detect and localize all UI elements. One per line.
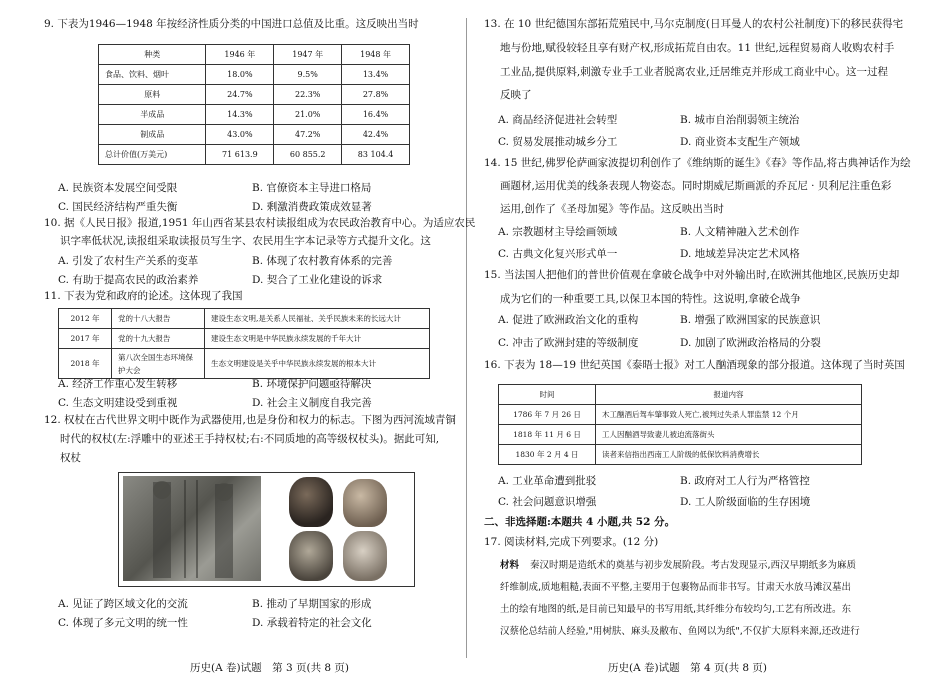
- table-cell: 13.4%: [342, 65, 410, 85]
- q16-option-a[interactable]: A. 工业革命遭到批驳: [498, 475, 597, 487]
- material-label: 材料: [500, 560, 520, 571]
- table-cell: 党的十九大报告: [112, 329, 205, 349]
- table-cell: 党的十八大报告: [112, 309, 205, 329]
- q16-table: [498, 384, 862, 465]
- page-footer: 历史(A 卷)试题 第 3 页(共 8 页): [190, 662, 350, 674]
- table-cell: 18.0%: [206, 65, 274, 85]
- table-header-cell: 1947 年: [274, 45, 342, 65]
- table-row: [59, 329, 430, 349]
- page-footer: 历史(A 卷)试题 第 4 页(共 8 页): [608, 662, 768, 674]
- q14-option-b[interactable]: B. 人文精神融入艺术创作: [680, 226, 800, 238]
- table-row: [59, 309, 430, 329]
- q10-stem-line: 识字率低状况,读报组采取读报员写生字、农民用生字本记录等方式提升文化。这: [60, 235, 431, 247]
- q11-stem: 11. 下表为党和政府的论述。这体现了我国: [44, 290, 243, 302]
- table-row: [99, 85, 410, 105]
- q11-option-a[interactable]: A. 经济工作重心发生转移: [58, 378, 178, 390]
- scepter-head-image: [343, 531, 387, 581]
- q9-option-c[interactable]: C. 国民经济结构严重失衡: [58, 201, 178, 213]
- q12-stem-line: 权杖: [60, 452, 81, 464]
- q13-stem-line: 地与份地,赋役较轻且享有财产权,形成拓荒自由农。11 世纪,远程贸易商人收购农村手: [500, 42, 895, 54]
- q10-option-a[interactable]: A. 引发了农村生产关系的变革: [58, 255, 199, 267]
- q13-option-c[interactable]: C. 贸易发展推动城乡分工: [498, 136, 618, 148]
- q17-stem: 17. 阅读材料,完成下列要求。(12 分): [484, 536, 659, 548]
- q12-stem-line: 12. 权杖在古代世界文明中既作为武器使用,也是身份和权力的标志。下图为西河流域青铜: [44, 414, 456, 426]
- table-cell: 9.5%: [274, 65, 342, 85]
- table-row: [499, 405, 862, 425]
- table-cell: 建设生态文明是中华民族永续发展的千年大计: [205, 329, 430, 349]
- table-header-cell: 时间: [499, 385, 596, 405]
- table-cell: 14.3%: [206, 105, 274, 125]
- scepter-figure: [118, 472, 415, 587]
- material-line: 土的绘有地图的纸,是目前已知最早的书写用纸,其纤维分布较均匀,工艺有所改进。东: [500, 604, 852, 615]
- q16-option-b[interactable]: B. 政府对工人行为严格管控: [680, 475, 810, 487]
- table-cell: 16.4%: [342, 105, 410, 125]
- q15-option-c[interactable]: C. 冲击了欧洲封建的等级制度: [498, 337, 639, 349]
- table-cell: 83 104.4: [342, 145, 410, 165]
- table-cell: 原料: [99, 85, 206, 105]
- table-cell: 43.0%: [206, 125, 274, 145]
- q12-stem-line: 时代的权杖(左:浮雕中的亚述王手持权杖;右:不同质地的高等级权杖头)。据此可知,: [60, 433, 440, 445]
- q9-option-a[interactable]: A. 民族资本发展空间受限: [58, 182, 178, 194]
- table-cell: 22.3%: [274, 85, 342, 105]
- q11-table: [58, 308, 430, 379]
- q10-option-b[interactable]: B. 体现了农村教育体系的完善: [252, 255, 393, 267]
- table-cell: 27.8%: [342, 85, 410, 105]
- q16-option-d[interactable]: D. 工人阶级面临的生存困境: [680, 496, 811, 508]
- table-cell: 食品、饮料、烟叶: [99, 65, 206, 85]
- q13-stem-line: 工业品,提供原料,刺激专业手工业者脱离农业,迁居维克并形成工商业中心。这一过程: [500, 66, 889, 78]
- material-line: 汉蔡伦总结前人经验,"用树肤、麻头及敝布、鱼网以为纸",不仅扩大原料来源,还改进行: [500, 626, 860, 637]
- q15-option-d[interactable]: D. 加剧了欧洲政治格局的分裂: [680, 337, 821, 349]
- table-cell: 2017 年: [59, 329, 112, 349]
- table-cell: 第八次全国生态环境保护大会: [112, 349, 205, 379]
- table-row: [99, 105, 410, 125]
- table-cell: 总计价值(万美元): [99, 145, 206, 165]
- q9-option-b[interactable]: B. 官僚资本主导进口格局: [252, 182, 372, 194]
- q10-option-d[interactable]: D. 契合了工业化建设的诉求: [252, 274, 383, 286]
- q12-option-d[interactable]: D. 承载着特定的社会文化: [252, 617, 372, 629]
- table-header-cell: 报道内容: [596, 385, 862, 405]
- q14-stem-line: 运用,创作了《圣母加冕》等作品。这反映出当时: [500, 203, 724, 215]
- q13-option-a[interactable]: A. 商品经济促进社会转型: [498, 114, 618, 126]
- table-cell: 读者来信指出西南工人阶级的低保饮料消费增长: [596, 445, 862, 465]
- q14-option-a[interactable]: A. 宗教题材主导绘画领域: [498, 226, 618, 238]
- scepter-head-image: [289, 531, 333, 581]
- table-cell: 1786 年 7 月 26 日: [499, 405, 596, 425]
- table-cell: 生态文明建设是关乎中华民族永续发展的根本大计: [205, 349, 430, 379]
- table-header-cell: 1946 年: [206, 45, 274, 65]
- table-cell: 42.4%: [342, 125, 410, 145]
- table-cell: 2012 年: [59, 309, 112, 329]
- q15-option-a[interactable]: A. 促进了欧洲政治文化的重构: [498, 314, 639, 326]
- q14-option-d[interactable]: D. 地域差异决定艺术风格: [680, 248, 800, 260]
- q11-option-c[interactable]: C. 生态文明建设受到重视: [58, 397, 178, 409]
- table-header-row: [499, 385, 862, 405]
- table-header-row: [99, 45, 410, 65]
- q14-option-c[interactable]: C. 古典文化复兴形式单一: [498, 248, 618, 260]
- table-cell: 47.2%: [274, 125, 342, 145]
- q9-option-d[interactable]: D. 剩激消费政策成效显著: [252, 201, 372, 213]
- table-cell: 60 855.2: [274, 145, 342, 165]
- table-row: [499, 445, 862, 465]
- q9-stem: 9. 下表为1946—1948 年按经济性质分类的中国进口总值及比重。这反映出当时: [44, 18, 419, 30]
- q15-stem-line: 成为它们的一种重要工具,以保卫本国的特性。这说明,拿破仑战争: [500, 293, 801, 305]
- material-line: 纤维制成,质地粗糙,表面不平整,主要用于包裹物品而非书写。甘肃天水放马滩汉墓出: [500, 582, 852, 593]
- q11-option-b[interactable]: B. 环境保护问题亟待解决: [252, 378, 372, 390]
- table-cell: 制成品: [99, 125, 206, 145]
- scepter-head-image: [289, 477, 333, 527]
- q13-stem-line: 13. 在 10 世纪德国东部拓荒殖民中,马尔克制度(日耳曼人的农村公社制度)下的移民获得宅: [484, 18, 904, 30]
- scepter-head-image: [343, 479, 387, 527]
- table-row: [99, 65, 410, 85]
- q13-option-b[interactable]: B. 城市自治削弱领主统治: [680, 114, 800, 126]
- q9-table: [98, 44, 410, 165]
- page-divider: [466, 18, 467, 658]
- q15-stem-line: 15. 当法国人把他们的普世价值观在拿破仑战争中对外输出时,在欧洲其他地区,民族历史却: [484, 269, 900, 281]
- q12-option-c[interactable]: C. 体现了多元文明的统一性: [58, 617, 188, 629]
- table-row: [99, 125, 410, 145]
- q14-stem-line: 画题材,运用优美的线条表现人物姿态。同时期威尼斯画派的乔瓦尼 · 贝利尼注重色彩: [500, 180, 892, 192]
- table-cell: 21.0%: [274, 105, 342, 125]
- q13-option-d[interactable]: D. 商业资本支配生产领域: [680, 136, 800, 148]
- table-row: [59, 349, 430, 379]
- table-cell: 半成品: [99, 105, 206, 125]
- q16-stem: 16. 下表为 18—19 世纪英国《泰晤士报》对工人酗酒现象的部分报道。这体现了当时英国: [484, 359, 905, 371]
- table-cell: 木工酗酒后驾车肇事致人死亡,被判过失杀人罪监禁 12 个月: [596, 405, 862, 425]
- table-header-cell: 种类: [99, 45, 206, 65]
- q10-option-c[interactable]: C. 有助于提高农民的政治素养: [58, 274, 199, 286]
- q12-option-b[interactable]: B. 推动了早期国家的形成: [252, 598, 372, 610]
- table-row: [99, 145, 410, 165]
- q11-option-d[interactable]: D. 社会主义制度自我完善: [252, 397, 372, 409]
- table-header-cell: 1948 年: [342, 45, 410, 65]
- table-cell: 工人因酗酒导致妻儿被迫流落街头: [596, 425, 862, 445]
- table-cell: 2018 年: [59, 349, 112, 379]
- q13-stem-line: 反映了: [500, 89, 532, 101]
- q10-stem-line: 10. 据《人民日报》报道,1951 年山西省某县农村读报组成为农民政治教育中心。为适应农民: [44, 217, 476, 229]
- relief-figures-icon: [123, 476, 261, 581]
- q12-option-a[interactable]: A. 见证了跨区域文化的交流: [58, 598, 188, 610]
- q15-option-b[interactable]: B. 增强了欧洲国家的民族意识: [680, 314, 821, 326]
- q14-stem-line: 14. 15 世纪,佛罗伦萨画家波提切利创作了《维纳斯的诞生》《春》等作品,将古典神话作为绘: [484, 157, 911, 169]
- table-row: [499, 425, 862, 445]
- material-line: 秦汉时期是造纸术的奠基与初步发展阶段。考古发现显示,西汉早期纸多为麻质: [530, 560, 857, 571]
- table-cell: 24.7%: [206, 85, 274, 105]
- section-heading: 二、非选择题:本题共 4 小题,共 52 分。: [484, 516, 676, 528]
- table-cell: 71 613.9: [206, 145, 274, 165]
- table-cell: 1830 年 2 月 4 日: [499, 445, 596, 465]
- table-cell: 1818 年 11 月 6 日: [499, 425, 596, 445]
- q16-option-c[interactable]: C. 社会问题意识增强: [498, 496, 597, 508]
- table-cell: 建设生态文明,是关系人民福祉、关乎民族未来的长远大计: [205, 309, 430, 329]
